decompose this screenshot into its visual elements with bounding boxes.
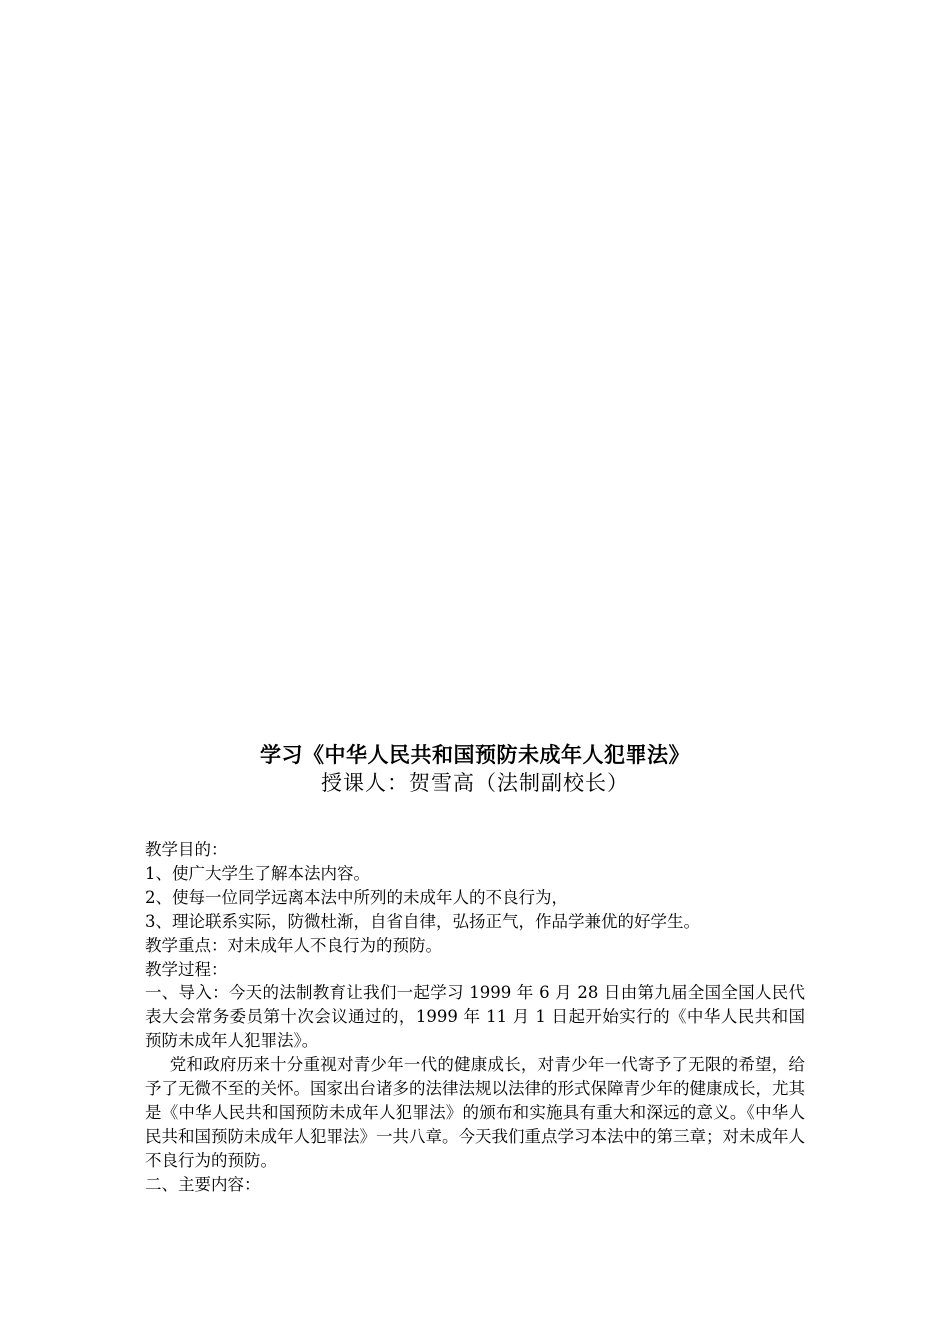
goal-item-2: 2、使每一位同学远离本法中所列的未成年人的不良行为， <box>145 887 568 907</box>
introduction-paragraph: 一、导入：今天的法制教育让我们一起学习 1999 年 6 月 28 日由第九届全国全国人民代表大会常务委员第十次会议通过的，1999 年 11 月 1 日起开始实行的《中华人民共和国预防未成年人犯罪法》。 <box>145 983 805 1051</box>
document-title: 学习《中华人民共和国预防未成年人犯罪法》 <box>260 742 690 767</box>
main-content-heading: 二、主要内容： <box>145 1174 261 1194</box>
document-body <box>145 838 805 1197</box>
teaching-goal-heading: 教学目的： <box>145 840 228 859</box>
teaching-process-heading: 教学过程： <box>145 959 228 979</box>
teaching-focus: 教学重点：对未成年人不良行为的预防。 <box>145 935 442 955</box>
background-paragraph: 党和政府历来十分重视对青少年一代的健康成长，对青少年一代寄予了无限的希望，给予了无微不至的关怀。国家出台诸多的法律法规以法律的形式保障青少年的健康成长，尤其是《中华人民共和国预防未成年人犯罪法》的颁布和实施具有重大和深远的意义。《中华人民共和国预防未成年人犯罪法》一共八章。今天我们重点学习本法中的第三章；对未成年人不良行为的预防。 <box>145 1055 805 1170</box>
goal-item-3: 3、理论联系实际，防微杜渐，自省自律，弘扬正气，作品学兼优的好学生。 <box>145 911 700 931</box>
lecturer-line: 授课人：贺雪高（法制副校长） <box>321 771 629 795</box>
goal-item-1: 1、使广大学生了解本法内容。 <box>145 863 370 883</box>
